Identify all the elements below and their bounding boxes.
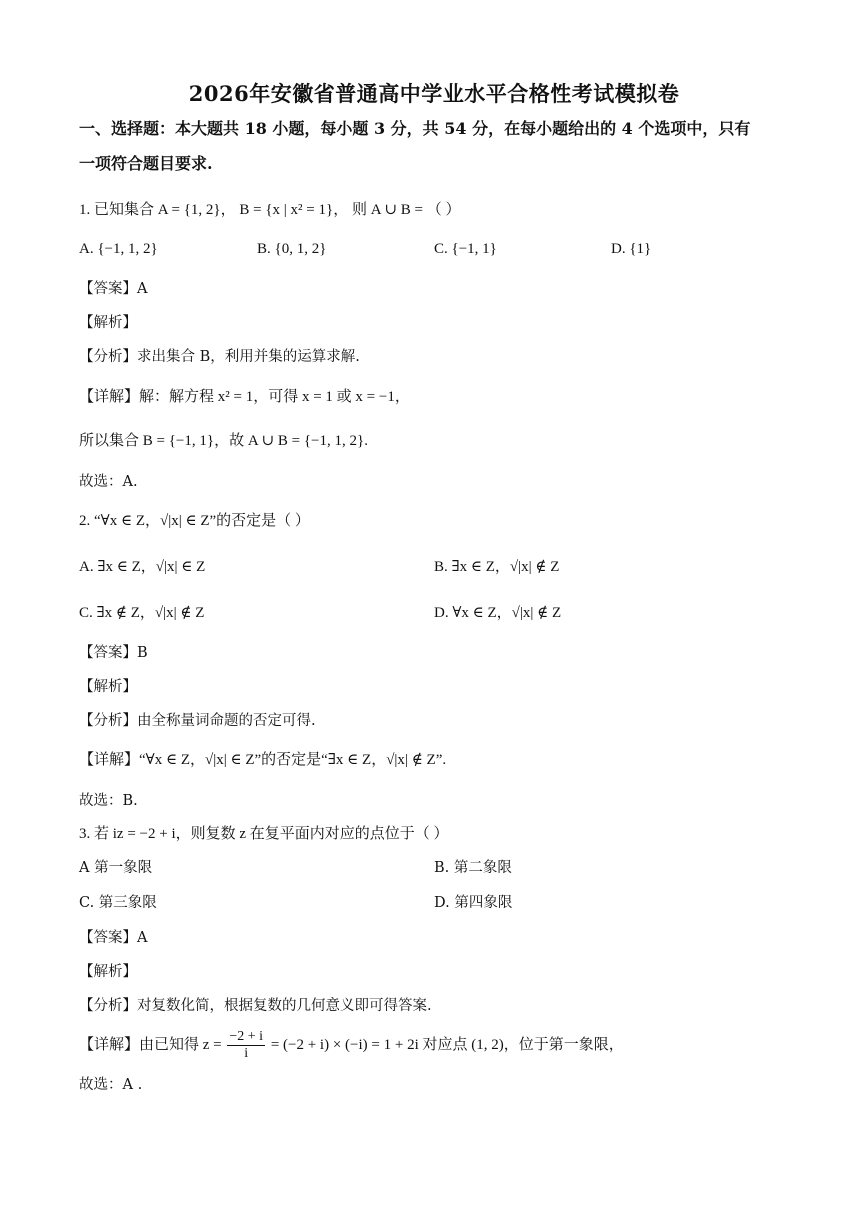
- q2-option-c: C. ∃x ∉ Z，√|x| ∉ Z: [79, 605, 205, 621]
- q1-stem: 1. 已知集合 A = {1, 2}， B = {x | x² = 1}， 则 A ∪ B = （ ）: [79, 202, 461, 218]
- q2-choose: 故选：B.: [79, 793, 138, 809]
- q2-analysis-label: 【解析】: [79, 679, 137, 695]
- q3-fraction: [227, 1029, 265, 1062]
- q3-fraction-numerator: −2 + i: [229, 1029, 264, 1044]
- q3-option-b: B. 第二象限: [434, 860, 512, 876]
- q1-option-b: B. {0, 1, 2}: [257, 241, 327, 257]
- q3-option-c: C. 第三象限: [79, 895, 157, 911]
- q1-analysis-label: 【解析】: [79, 315, 137, 331]
- q2-detail: 【详解】“∀x ∈ Z，√|x| ∈ Z”的否定是“∃x ∈ Z，√|x| ∉ Z”.: [79, 752, 447, 768]
- q3-analysis-label: 【解析】: [79, 964, 137, 980]
- q3-answer: 【答案】A: [79, 930, 148, 946]
- q2-option-d: D. ∀x ∈ Z，√|x| ∉ Z: [434, 605, 562, 621]
- q3-option-a: A 第一象限: [79, 860, 153, 876]
- q3-detail: [79, 1029, 624, 1062]
- q3-fraction-denominator: i: [244, 1046, 249, 1061]
- q1-option-c: C. {−1, 1}: [434, 241, 497, 257]
- section-heading-line2: 一项符合题目要求.: [79, 154, 213, 173]
- q3-option-d: D. 第四象限: [434, 895, 513, 911]
- q1-detail-line1: 【详解】解：解方程 x² = 1，可得 x = 1 或 x = −1，: [79, 389, 410, 405]
- q3-fenxi: 【分析】对复数化简，根据复数的几何意义即可得答案.: [79, 998, 432, 1014]
- q1-answer: 【答案】A: [79, 281, 148, 297]
- q3-stem: 3. 若 iz = −2 + i，则复数 z 在复平面内对应的点位于（ ）: [79, 826, 449, 842]
- q3-detail-suffix: = (−2 + i) × (−i) = 1 + 2i 对应点 (1, 2)，位于第一象限，: [270, 1036, 624, 1053]
- q2-stem: 2. “∀x ∈ Z，√|x| ∈ Z”的否定是（ ）: [79, 513, 310, 529]
- q1-detail-line2: 所以集合 B = {−1, 1}，故 A ∪ B = {−1, 1, 2}.: [79, 433, 368, 449]
- q2-answer: 【答案】B: [79, 645, 148, 661]
- q2-fenxi: 【分析】由全称量词命题的否定可得.: [79, 713, 316, 729]
- q3-choose: 故选：A .: [79, 1077, 143, 1093]
- section-heading-line1: 一、选择题：本大题共 18 小题，每小题 3 分，共 54 分，在每小题给出的 4 个选项中，只有: [79, 119, 751, 138]
- q3-detail-prefix: 【详解】由已知得 z =: [79, 1036, 222, 1053]
- page-title: 2026年安徽省普通高中学业水平合格性考试模拟卷: [188, 81, 680, 106]
- q2-option-b: B. ∃x ∈ Z，√|x| ∉ Z: [434, 559, 560, 575]
- q1-option-d: D. {1}: [611, 241, 652, 257]
- q1-option-a: A. {−1, 1, 2}: [79, 241, 158, 257]
- q1-fenxi: 【分析】求出集合 B，利用并集的运算求解.: [79, 349, 360, 365]
- q1-choose: 故选：A.: [79, 474, 138, 490]
- q2-option-a: A. ∃x ∈ Z，√|x| ∈ Z: [79, 559, 206, 575]
